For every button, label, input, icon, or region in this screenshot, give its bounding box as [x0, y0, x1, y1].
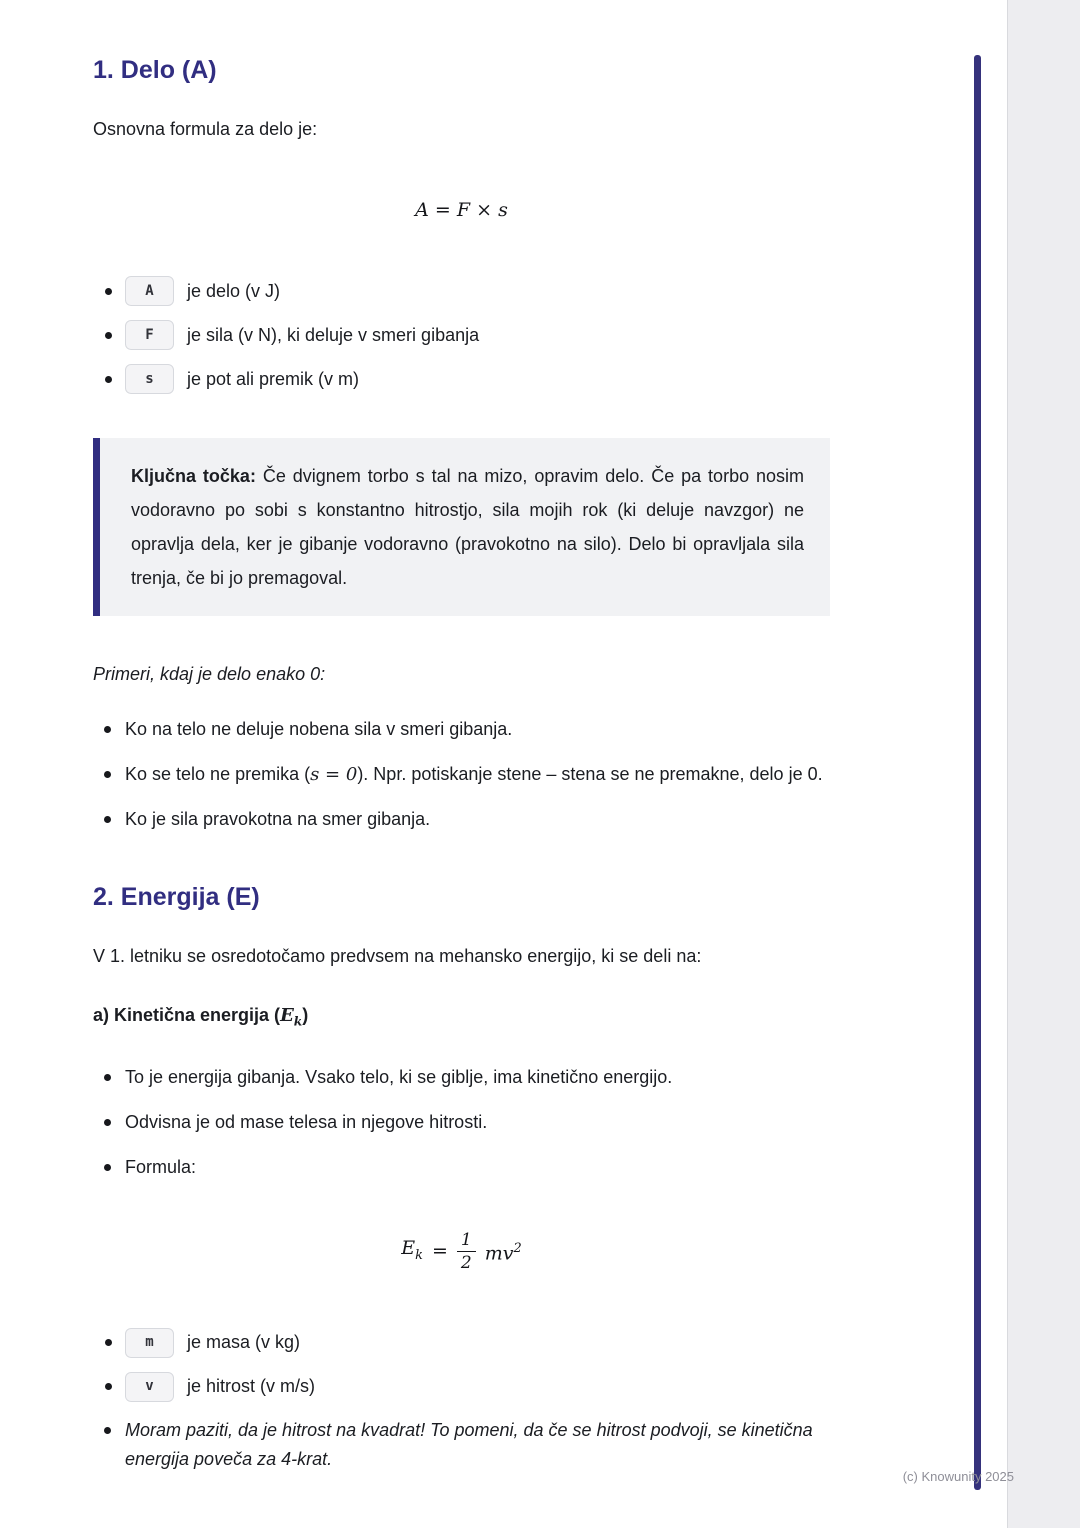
- list-item: [93, 1108, 830, 1137]
- section-1-intro: Osnovna formula za delo je:: [93, 119, 318, 139]
- variable-description: je sila (v N), ki deluje v smeri gibanja: [187, 324, 480, 345]
- work-formula: [93, 188, 830, 232]
- section-2-intro: V 1. letniku se osredotočamo predvsem na mehansko energijo, ki se deli na:: [93, 946, 702, 966]
- fraction-denominator: 2: [460, 1253, 472, 1274]
- examples-intro: Primeri, kdaj je delo enako 0:: [93, 664, 326, 684]
- variable-description: je hitrost (v m/s): [187, 1376, 316, 1397]
- subheading-text: ): [302, 1005, 309, 1025]
- variable-chip: F: [125, 320, 174, 350]
- list-item: [93, 1372, 830, 1402]
- key-point-body: Če dvignem torbo s tal na mizo, opravim delo. Če pa torbo nosim vodoravno po sobi s konstantno hitrostjo, sila mojih rok (ki deluje navzgor) ne opravlja dela, ker je gibanje vodoravno (pravokotno na silo). Delo bi opravljala sila trenja, če bi jo premagoval.: [131, 466, 805, 588]
- page-right-gutter: [1007, 0, 1080, 1528]
- variable-description: je delo (v J): [187, 280, 281, 301]
- bullet-dot: [105, 1383, 112, 1390]
- section-1-heading: 1. Delo (A): [93, 56, 217, 84]
- bullet-dot: [105, 376, 112, 383]
- list-item: [93, 276, 830, 306]
- section-2-heading: 2. Energija (E): [93, 883, 260, 911]
- variable-chip: m: [125, 1328, 174, 1358]
- bullet-dot: [105, 332, 112, 339]
- kinetic-energy-formula: [93, 1212, 830, 1292]
- kinetic-note-list: [93, 1416, 830, 1474]
- list-item: [93, 364, 830, 394]
- list-item: [93, 320, 830, 350]
- list-item: [93, 760, 830, 789]
- variable-description: je pot ali premik (v m): [187, 368, 360, 389]
- note-text: Moram paziti, da je hitrost na kvadrat! To pomeni, da če se hitrost podvoji, se kinetična energija poveča za 4-krat.: [125, 1419, 813, 1469]
- bullet-dot: [105, 1339, 112, 1346]
- variable-chip: A: [125, 276, 174, 306]
- formula-rhs: $mv^2$: [484, 1241, 522, 1265]
- kinetic-variables-list: [93, 1328, 830, 1402]
- list-item: [93, 1416, 830, 1474]
- example-text: Ko je sila pravokotna na smer gibanja.: [125, 809, 431, 829]
- work-variables-list: [93, 276, 830, 394]
- fraction-numerator: 1: [457, 1230, 476, 1252]
- point-text: Formula:: [125, 1156, 197, 1177]
- key-point-text: [131, 459, 804, 595]
- formula-equals: =: [431, 1240, 448, 1263]
- formula-fraction: [457, 1230, 476, 1274]
- point-text: To je energija gibanja. Vsako telo, ki se giblje, ima kinetično energijo.: [125, 1066, 673, 1087]
- formula-lhs: $E_k$: [401, 1236, 423, 1263]
- subheading-text: a) Kinetična energija (: [93, 1005, 281, 1025]
- variable-chip: v: [125, 1372, 174, 1402]
- document-content: [93, 0, 830, 1490]
- watermark: (c) Knowunity 2025: [902, 1469, 1014, 1484]
- zero-work-examples-list: [93, 715, 830, 834]
- work-formula-text: A = F × s: [415, 198, 508, 221]
- list-item: [93, 1328, 830, 1358]
- variable-description: je masa (v kg): [187, 1332, 301, 1353]
- list-item: [93, 1063, 830, 1092]
- kinetic-energy-points-list: [93, 1063, 830, 1182]
- inline-math: $E_k$: [280, 1005, 303, 1029]
- kinetic-energy-subheading: [93, 1001, 830, 1037]
- list-item: [93, 805, 830, 834]
- inline-math: s = 0: [310, 764, 358, 785]
- variable-chip: s: [125, 364, 174, 394]
- scrollbar-thumb[interactable]: [974, 55, 981, 1490]
- example-text: Ko se telo ne premika (: [125, 764, 311, 784]
- key-point-callout: [93, 438, 830, 616]
- point-text: Odvisna je od mase telesa in njegove hitrosti.: [125, 1111, 488, 1132]
- example-text: Ko na telo ne deluje nobena sila v smeri gibanja.: [125, 719, 513, 739]
- list-item: [93, 1153, 830, 1182]
- example-text: ). Npr. potiskanje stene – stena se ne premakne, delo je 0.: [357, 764, 823, 784]
- key-point-label: Ključna točka:: [131, 466, 256, 486]
- bullet-dot: [105, 288, 112, 295]
- list-item: [93, 715, 830, 744]
